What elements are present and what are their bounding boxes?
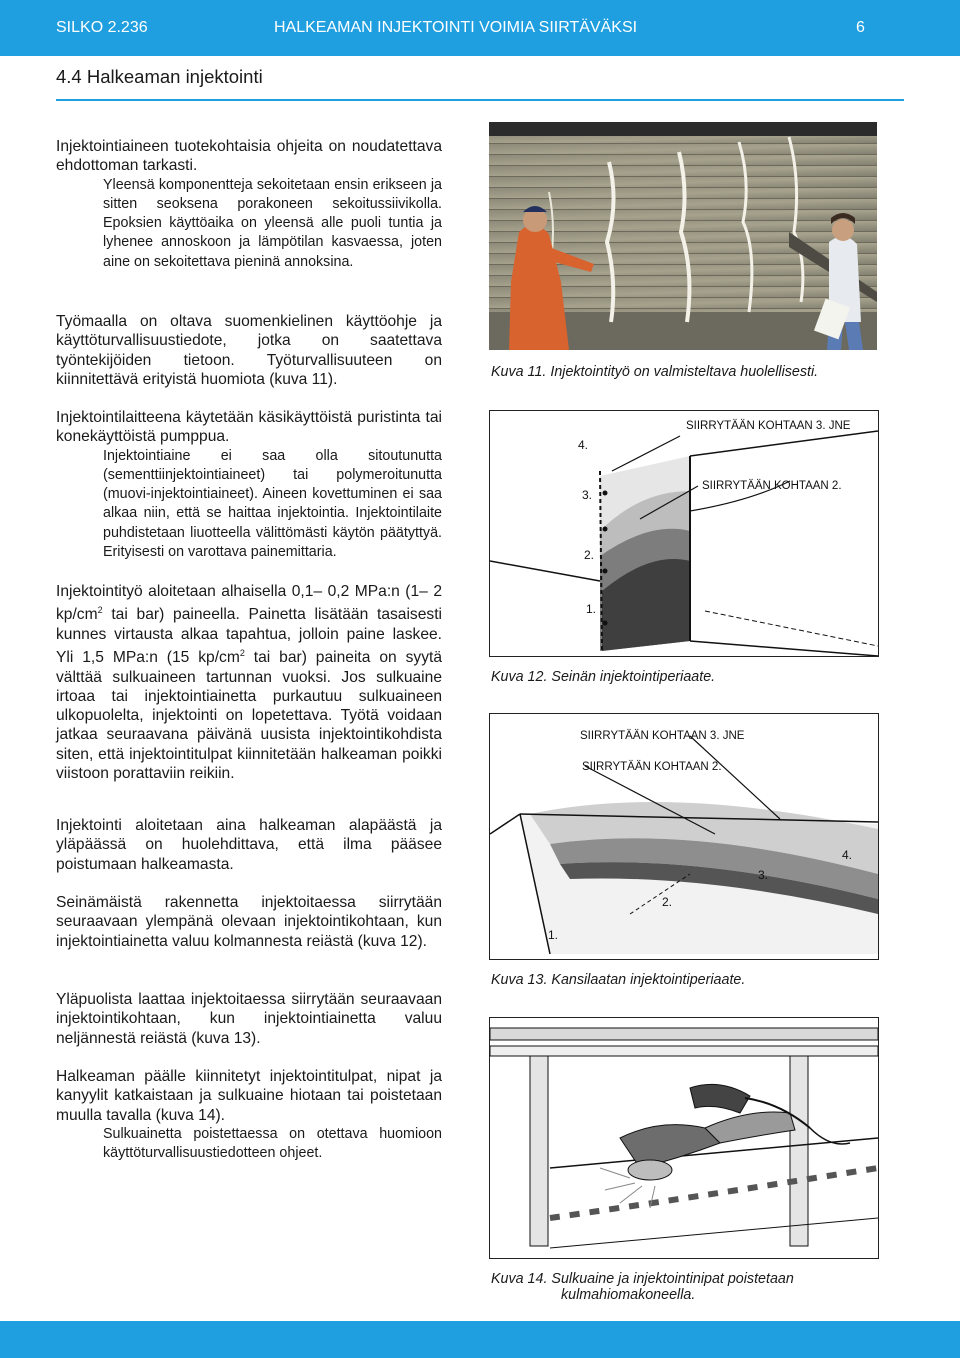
superscript: 2 (239, 648, 245, 659)
section-title: 4.4 Halkeaman injektointi (56, 66, 263, 87)
paragraph-3-indented: Injektointiaine ei saa olla sitoutunutta (sementtiinjektointiaineet) tai polymeroitunutta (muovi-injektointiaineet). Aineen kovettuminen ei saa alkaa niin, että se haittaa injektointia. Injektointilaite puhdistetaan liuotteella välittömästi käytön päätyttyä. Erityisesti on varottava painemittaria. (103, 447, 442, 561)
page-number: 6 (856, 19, 865, 36)
fig13-num-2: 2. (662, 895, 673, 909)
fig12-num-1: 1. (586, 602, 597, 616)
paragraph-7: Yläpuolista laattaa injektoitaessa siirrytään seuraavaan injektointikohtaan, kun injektointiainetta valuu neljännestä reiästä (kuva 13). (56, 991, 442, 1047)
fig13-num-3: 3. (758, 868, 769, 882)
paragraph-5-block (56, 816, 442, 874)
figure-14-drawing (489, 1017, 879, 1259)
slab-injection-diagram (490, 714, 878, 959)
paragraph-8-indented: Sulkuainetta poistettaessa on otettava huomioon käyttöturvallisuustiedotteen ohjeet. (103, 1125, 442, 1162)
paragraph-4-block (56, 582, 442, 783)
paragraph-4-part-a: Injektointityö aloitetaan alhaisella 0,1– 0,2 MPa:n (1– 2 kp/cm (56, 583, 442, 624)
figure-13-caption: Kuva 13. Kansilaatan injektointiperiaate. (491, 972, 746, 988)
injection-work-photo (489, 122, 877, 350)
figure-12-diagram (489, 410, 879, 657)
figure-14-caption-line2: kulmahiomakoneella. (561, 1287, 696, 1303)
doc-id: SILKO 2.236 (56, 19, 148, 36)
paragraph-7-block (56, 990, 442, 1048)
paragraph-4-part-b: tai bar) paineella. Painetta lisätään tasaisesti kunnes virtausta alkaa tapahtua, jolloin paine laskee. Yli 1,5 MPa:n (15 kp/cm (56, 606, 442, 667)
grinder-drawing (490, 1018, 878, 1258)
paragraph-4 (56, 582, 442, 783)
paragraph-1-indented: Yleensä komponentteja sekoitetaan ensin erikseen ja sitten seoksena porakoneen sekoitussiivikolla. Epoksien käyttöaika on yleensä alle puoli tuntia ja lyhenee annoskoon ja lämpötilan kasvaessa, joten aine on sekoitettava pieninä annoksina. (103, 176, 442, 270)
paragraph-3-block (56, 408, 442, 562)
paragraph-2-block (56, 312, 442, 389)
figure-11-photo (489, 122, 877, 350)
superscript: 2 (97, 605, 103, 616)
section-divider (56, 99, 904, 101)
fig13-label-top: SIIRRYTÄÄN KOHTAAN 3. JNE (580, 730, 745, 742)
paragraph-8-block (56, 1067, 442, 1163)
page-header (0, 0, 960, 56)
paragraph-2: Työmaalla on oltava suomenkielinen käyttöohje ja käyttöturvallisuustiedote, jotka on saatettava työntekijöiden tietoon. Työturvallisuuteen on kiinnitettävä erityistä huomiota (kuva 11). (56, 313, 442, 388)
figure-14-caption-line1: Kuva 14. Sulkuaine ja injektointinipat poistetaan (491, 1271, 794, 1287)
fig12-label-top: SIIRRYTÄÄN KOHTAAN 3. JNE (686, 420, 851, 432)
fig13-num-4: 4. (842, 848, 853, 862)
paragraph-5: Injektointi aloitetaan aina halkeaman alapäästä ja yläpäässä on huolehdittava, että ilma pääsee poistumaan halkeamasta. (56, 817, 442, 873)
fig12-label-mid: SIIRRYTÄÄN KOHTAAN 2. (702, 480, 842, 492)
fig12-num-4: 4. (578, 438, 589, 452)
paragraph-4-part-c: tai bar) paineita on syytä välttää sulkuaineen tartunnan vuoksi. Jos sulkuaine irtoaa tai injektointiainetta purkautuu sulkuaineen ulkopuolelta, injektointi on lopetettava. Työtä voidaan jatkaa seuraavana päivänä uusista injektointikohdista siten, että injektointitulpat kiinnitetään halkeaman poikki viistoon porattaviin reikiin. (56, 649, 442, 783)
header-title: HALKEAMAN INJEKTOINTI VOIMIA SIIRTÄVÄKSI (274, 19, 638, 36)
fig13-num-1: 1. (548, 928, 559, 942)
paragraph-1-block (56, 137, 442, 272)
figure-12-caption: Kuva 12. Seinän injektointiperiaate. (491, 669, 716, 685)
paragraph-3: Injektointilaitteena käytetään käsikäyttöistä puristinta tai konekäyttöistä pumppua. (56, 409, 442, 446)
figure-13-diagram (489, 713, 879, 960)
figure-14-caption (491, 1271, 794, 1303)
fig13-label-mid: SIIRRYTÄÄN KOHTAAN 2. (582, 761, 722, 773)
fig12-num-2: 2. (584, 548, 595, 562)
paragraph-6-block (56, 893, 442, 951)
paragraph-8: Halkeaman päälle kiinnitetyt injektointitulpat, nipat ja kanyylit katkaistaan ja sulkuaine hiotaan tai poistetaan muulla tavalla (kuva 14). (56, 1068, 442, 1124)
page-footer-bar (0, 1321, 960, 1358)
fig12-num-3: 3. (582, 488, 593, 502)
paragraph-6: Seinämäistä rakennetta injektoitaessa siirrytään seuraavaan ylempänä olevaan injektointikohtaan, kun injektointiainetta valuu kolmannesta reiästä (kuva 12). (56, 894, 442, 950)
figure-11-caption: Kuva 11. Injektointityö on valmisteltava huolellisesti. (491, 364, 819, 380)
wall-injection-diagram (490, 411, 878, 656)
paragraph-1: Injektointiaineen tuotekohtaisia ohjeita on noudatettava ehdottoman tarkasti. (56, 138, 442, 175)
